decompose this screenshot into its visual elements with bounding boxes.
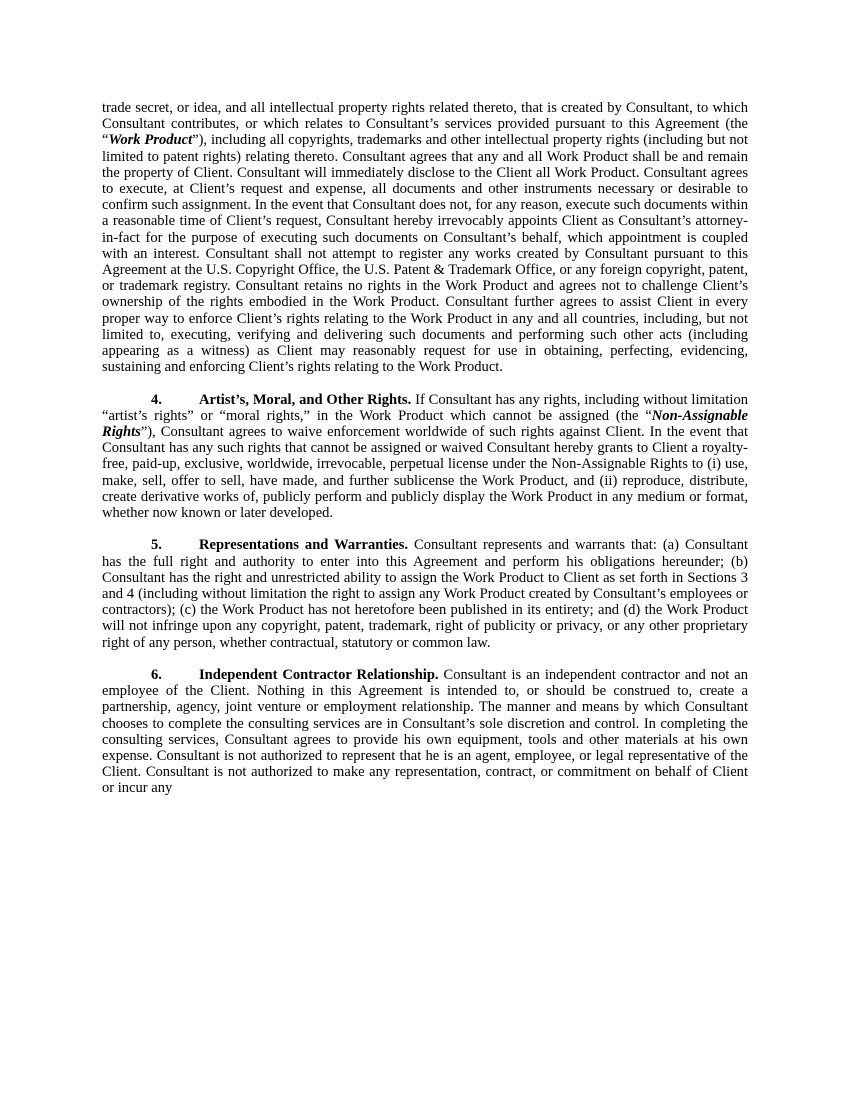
section-6-paragraph — [102, 667, 748, 797]
section-5-text: Consultant represents and warrants that: (a) Consultant has the full right and authority to enter into this Agreement and perform his obligations hereunder; (b) Consultant has the right and unrestricted ability to assign the Work Product to Client as set forth in Sections 3 and 4 (including without limitation the right to assign any Work Product created by Consultant’s employees or contractors); (c) the Work Product has not heretofore been published in its entirety; and (d) the Work Product will not infringe upon any copyright, patent, trademark, right of publicity or privacy, or any other proprietary right of any person, whether contractual, statutory or common law. — [102, 537, 749, 651]
continuation-paragraph — [102, 100, 748, 375]
continuation-text-part1: trade secret, or idea, and all intellectual property rights related thereto, that is created by Consultant, to which Consultant contributes, or which relates to Consultant’s services provided pursuant to this Agreement (the “ — [102, 100, 748, 149]
document-page — [102, 100, 748, 797]
section-6-number: 6. — [151, 667, 162, 684]
continuation-text-part2: ”), including all copyrights, trademarks and other intellectual property rights (including but not limited to patent rights) relating thereto. Consultant agrees that any and all Work Product shall be and remain the property of Client. Consultant will immediately disclose to the Client all Work Product. Consultant agrees to execute, at Client’s request and expense, all documents and other instruments necessary or desirable to confirm such assignment. In the event that Consultant does not, for any reason, execute such documents within a reasonable time of Client’s request, Consultant hereby irrevocably appoints Client as Consultant’s attorney-in-fact for the purpose of executing such documents on Consultant’s behalf, which appointment is coupled with an interest. Consultant shall not attempt to register any works created by Consultant pursuant to this Agreement at the U.S. Copyright Office, the U.S. Patent & Trademark Office, or any foreign copyright, patent, or trademark registry. Consultant retains no rights in the Work Product and agrees not to challenge Client’s ownership of the rights embodied in the Work Product. Consultant further agrees to assist Client in every proper way to enforce Client’s rights relating to the Work Product in any and all countries, including, but not limited to, executing, verifying and delivering such documents and performing such other acts (including appearing as a witness) as Client may reasonably request for use in obtaining, perfecting, evidencing, sustaining and enforcing Client’s rights relating to the Work Product. — [102, 132, 748, 376]
section-4-text-after-term: ”), Consultant agrees to waive enforcement worldwide of such rights against Client. In the event that Consultant has any such rights that cannot be assigned or waived Consultant hereby grants to Client a royalty-free, paid-up, exclusive, worldwide, irrevocable, perpetual license under the Non-Assignable Rights to (i) use, make, sell, offer to sell, have made, and further sublicense the Work Product, and (ii) reproduce, distribute, create derivative works of, publicly perform and publicly display the Work Product in any medium or format, whether now known or later developed. — [102, 424, 748, 522]
section-4-number: 4. — [151, 391, 162, 408]
section-6-heading: Independent Contractor Relationship. — [199, 667, 439, 684]
section-5-heading: Representations and Warranties. — [199, 537, 409, 554]
defined-term-non-assignable-rights: Non-Assignable Rights — [102, 407, 748, 441]
section-5-paragraph — [102, 537, 748, 650]
section-4-text-before-term: If Consultant has any rights, including without limitation “artist’s rights” or “moral rights,” in the Work Product which cannot be assigned (the “ — [102, 391, 748, 424]
section-5-number: 5. — [151, 537, 162, 554]
section-4-heading: Artist’s, Moral, and Other Rights. — [199, 391, 412, 408]
section-6-text: Consultant is an independent contractor and not an employee of the Client. Nothing in this Agreement is intended to, or should be construed to, create a partnership, agency, joint venture or employment relationship. The manner and means by which Consultant chooses to complete the consulting services are in Consultant’s sole discretion and control. In completing the consulting services, Consultant agrees to provide his own equipment, tools and other materials at his own expense. Consultant is not authorized to represent that he is an agent, employee, or legal representative of the Client. Consultant is not authorized to make any representation, contract, or commitment on behalf of Client or incur any — [102, 667, 748, 797]
section-4-paragraph — [102, 392, 748, 522]
defined-term-work-product: Work Product — [108, 132, 193, 149]
